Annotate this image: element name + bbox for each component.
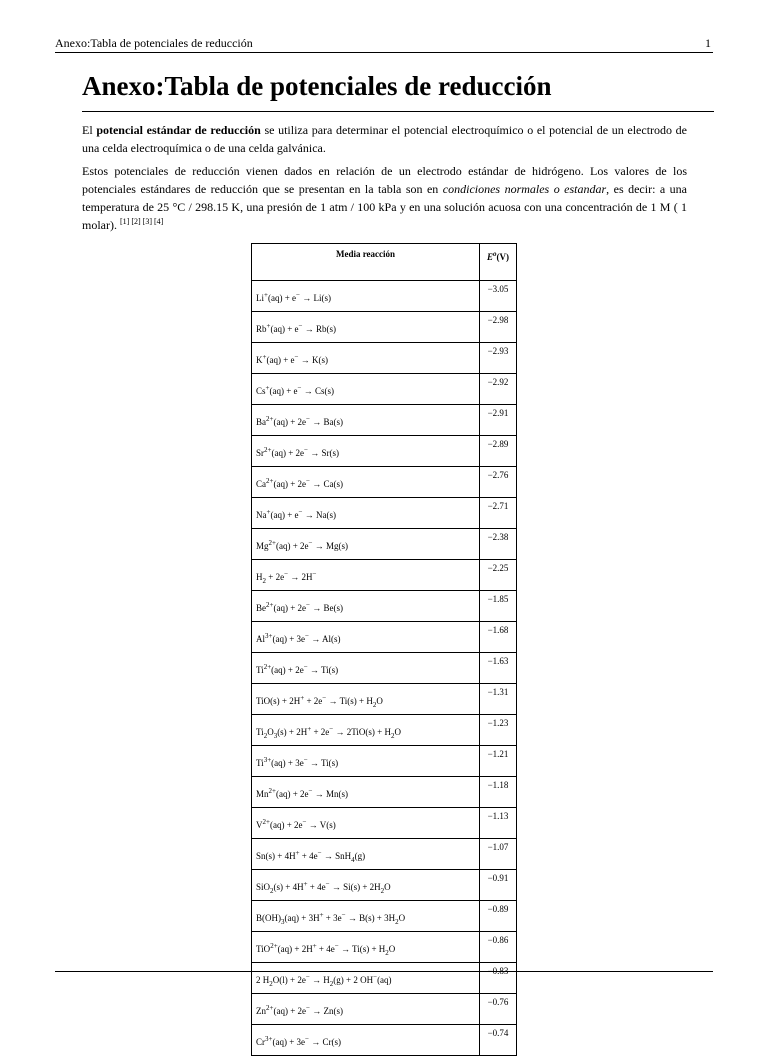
potential-value-cell: −2.89 <box>480 436 517 467</box>
potential-value-cell: −1.18 <box>480 777 517 808</box>
potential-value-cell: −1.23 <box>480 715 517 746</box>
header-potential <box>480 244 517 281</box>
table-row <box>252 653 517 684</box>
table-row <box>252 994 517 1025</box>
potential-value-cell: −2.76 <box>480 467 517 498</box>
table-header-row <box>252 244 517 281</box>
potential-value-cell: −2.38 <box>480 529 517 560</box>
half-reaction-cell: $Ca^{2+}(aq) + 2e^- \to Ca(s)$ <box>252 467 480 498</box>
potential-value-cell: −1.31 <box>480 684 517 715</box>
half-reaction-cell: Li+(aq) + e− → Li(s) <box>252 281 480 312</box>
potential-value-cell: −0.83 <box>480 963 517 994</box>
intro-paragraph <box>82 121 687 157</box>
potential-value-cell: −1.07 <box>480 839 517 870</box>
potential-value-cell: −0.91 <box>480 870 517 901</box>
running-header-title: Anexo:Tabla de potenciales de reducción <box>55 36 253 50</box>
half-reaction-cell: $Ti^{3+}(aq) + 3e^- \to Ti(s)$ <box>252 746 480 777</box>
footer-rule <box>55 971 713 972</box>
running-header <box>55 36 713 53</box>
potential-value-cell: −1.13 <box>480 808 517 839</box>
half-reaction-cell: $Ti^{2+}(aq) + 2e^- \to Ti(s)$ <box>252 653 480 684</box>
potential-value-cell: −2.92 <box>480 374 517 405</box>
half-reaction-cell: Rb+(aq) + e− → Rb(s) <box>252 312 480 343</box>
table-row <box>252 343 517 374</box>
potential-value-cell: −0.74 <box>480 1025 517 1056</box>
reference-links[interactable]: [1] [2] [3] [4] <box>120 217 164 226</box>
half-reaction-cell: Cs+(aq) + e− → Cs(s) <box>252 374 480 405</box>
half-reaction-cell: Sn(s) + 4H+ + 4e− → SnH$_4$(g) <box>252 839 480 870</box>
potential-value-cell: −0.86 <box>480 932 517 963</box>
half-reaction-cell: K+(aq) + e− → K(s) <box>252 343 480 374</box>
half-reaction-cell: $Ti_2O_3(s) + 2H^+ + 2e^- \to 2TiO(s) + H_2O$ <box>252 715 480 746</box>
half-reaction-cell: $SiO_2(s) + 4H^+ + 4e^- \to Si(s) + 2H_2O$ <box>252 870 480 901</box>
table-row <box>252 746 517 777</box>
potential-value-cell: −2.91 <box>480 405 517 436</box>
potential-value-cell: −1.21 <box>480 746 517 777</box>
potential-standard-mark: o <box>493 250 497 258</box>
potential-value-cell: −1.68 <box>480 622 517 653</box>
page-title: Anexo:Tabla de potenciales de reducción <box>82 68 714 112</box>
table-row <box>252 684 517 715</box>
table-row <box>252 808 517 839</box>
half-reaction-cell: $Mg^{2+}(aq) + 2e^- \to Mg(s)$ <box>252 529 480 560</box>
half-reaction-cell: $TiO^{2+}(aq) + 2H^+ + 4e^- \to Ti(s) + H_2O$ <box>252 932 480 963</box>
half-reaction-cell: $B(OH)_3(aq) + 3H^+ + 3e^- \to B(s) + 3H_2O$ <box>252 901 480 932</box>
table-row <box>252 777 517 808</box>
table-row <box>252 374 517 405</box>
potential-value-cell: −2.93 <box>480 343 517 374</box>
potential-value-cell: −2.98 <box>480 312 517 343</box>
intro-text-end: se utiliza para determinar el potencial electroquímico o el potencial de un electrodo de una celda electroquímica o de una celda galvánica. <box>82 123 687 155</box>
table-row <box>252 715 517 746</box>
table-row <box>252 870 517 901</box>
header-half-reaction: Media reacción <box>252 244 480 281</box>
table-row <box>252 312 517 343</box>
conditions-paragraph <box>82 162 687 234</box>
intro-bold-term[interactable]: potencial estándar de reducción <box>96 123 261 137</box>
table-row <box>252 529 517 560</box>
table-row <box>252 467 517 498</box>
potential-value-cell: −1.63 <box>480 653 517 684</box>
half-reaction-cell: $Mn^{2+}(aq) + 2e^- \to Mn(s)$ <box>252 777 480 808</box>
half-reaction-cell: $V^{2+}(aq) + 2e^- \to V(s)$ <box>252 808 480 839</box>
half-reaction-cell: $Sr^{2+}(aq) + 2e^- \to Sr(s)$ <box>252 436 480 467</box>
half-reaction-cell: $Cr^{3+}(aq) + 3e^- \to Cr(s)$ <box>252 1025 480 1056</box>
potential-value-cell: −0.76 <box>480 994 517 1025</box>
half-reaction-cell: $TiO(s) + 2H^+ + 2e^- \to Ti(s) + H_2O$ <box>252 684 480 715</box>
table-row <box>252 839 517 870</box>
half-reaction-cell: $Al^{3+}(aq) + 3e^- \to Al(s)$ <box>252 622 480 653</box>
potential-value-cell: −2.25 <box>480 560 517 591</box>
half-reaction-cell: $H_2 + 2e^- \to 2H^-$ <box>252 560 480 591</box>
potential-value-cell: −0.89 <box>480 901 517 932</box>
table-row <box>252 281 517 312</box>
potential-unit: (V) <box>496 252 509 262</box>
reduction-potentials-table <box>251 243 517 1056</box>
table-row <box>252 622 517 653</box>
intro-text-start: El <box>82 123 97 137</box>
conditions-text-end: , es decir: a una temperatura de 25 °C / 298.15 K, una presión de 1 atm / 100 kPa y en una solución acuosa con una concentración de 1 M ( 1 molar). <box>82 182 687 232</box>
table-row <box>252 932 517 963</box>
potential-value-cell: −1.85 <box>480 591 517 622</box>
page-number: 1 <box>705 36 711 50</box>
half-reaction-cell: Na+(aq) + e− → Na(s) <box>252 498 480 529</box>
table-row <box>252 591 517 622</box>
table-row <box>252 436 517 467</box>
table-row <box>252 405 517 436</box>
potential-symbol: E <box>486 252 493 262</box>
half-reaction-cell: $Be^{2+}(aq) + 2e^- \to Be(s)$ <box>252 591 480 622</box>
potential-value-cell: −3.05 <box>480 281 517 312</box>
table-row <box>252 498 517 529</box>
half-reaction-cell: $Ba^{2+}(aq) + 2e^- \to Ba(s)$ <box>252 405 480 436</box>
table-row <box>252 1025 517 1056</box>
table-row <box>252 901 517 932</box>
conditions-italic-term: condiciones normales o estandar <box>442 182 607 196</box>
table-row <box>252 963 517 994</box>
table-row <box>252 560 517 591</box>
half-reaction-cell: $Zn^{2+}(aq) + 2e^- \to Zn(s)$ <box>252 994 480 1025</box>
half-reaction-cell: 2 $H_2O(l) + 2e^- \to H_2(g) + 2$ OH−(aq) <box>252 963 480 994</box>
conditions-text-start: Estos potenciales de reducción vienen dados en relación de un electrodo estándar de hidrógeno. Los valores de los potenciales estándares de reducción que se presentan en la tabla son en <box>82 164 687 196</box>
potential-value-cell: −2.71 <box>480 498 517 529</box>
